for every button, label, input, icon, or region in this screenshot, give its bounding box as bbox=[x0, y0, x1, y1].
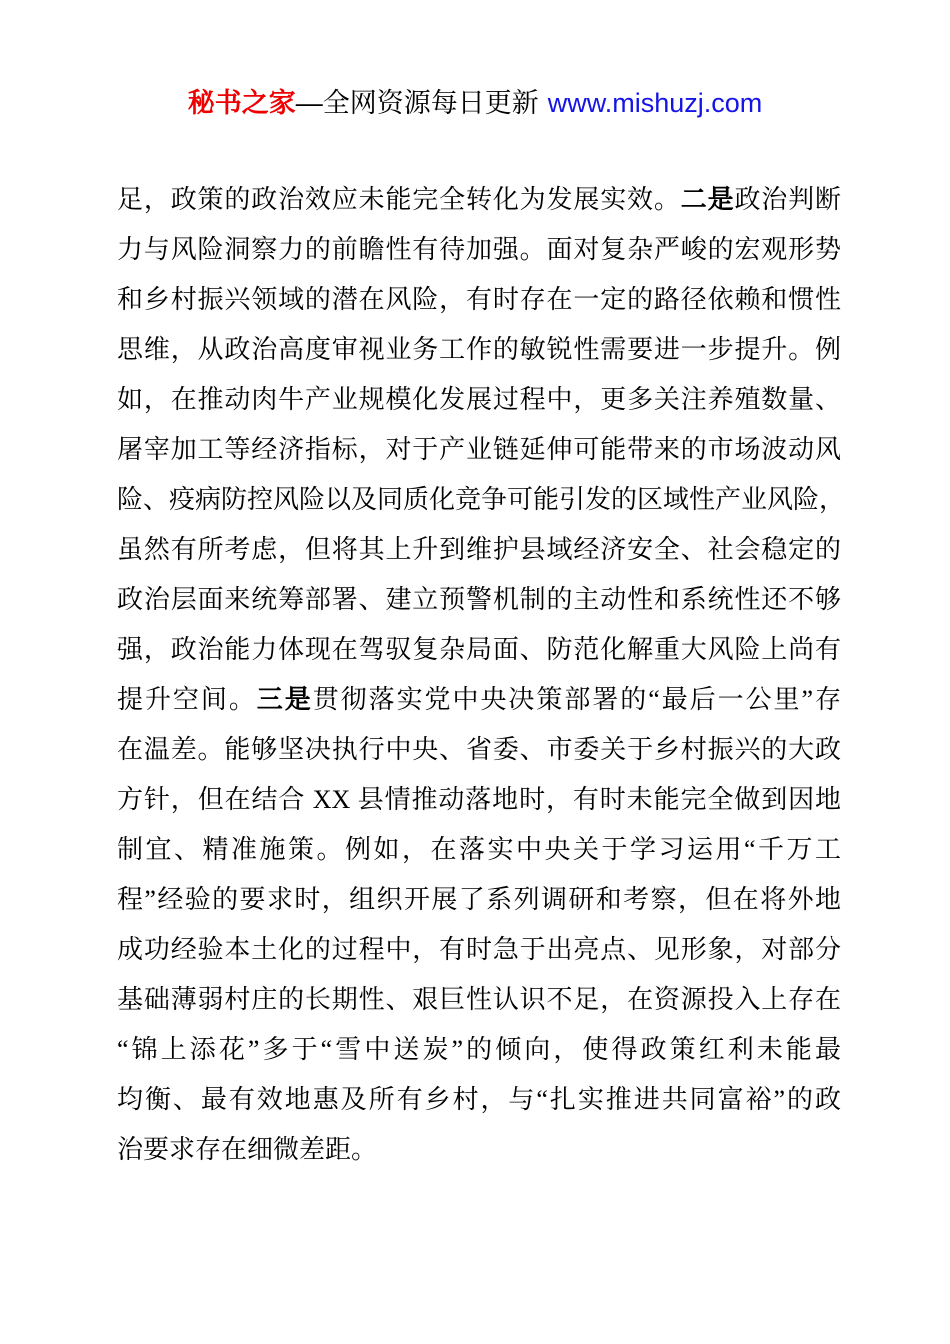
body-text: 屠宰加工等经济指标，对于产业链延伸可能带来的市场波动风 bbox=[117, 435, 841, 464]
body-text: 提升空间。 bbox=[117, 685, 257, 714]
body-text: 足，政策的政治效应未能完全转化为发展实效。 bbox=[117, 185, 681, 214]
body-line bbox=[117, 625, 841, 675]
body-line bbox=[117, 525, 841, 575]
body-line bbox=[117, 675, 841, 725]
body-text: 力与风险洞察力的前瞻性有待加强。面对复杂严峻的宏观形势 bbox=[117, 235, 841, 264]
body-line bbox=[117, 375, 841, 425]
body-text: 思维，从政治高度审视业务工作的敏锐性需要进一步提升。例 bbox=[117, 335, 841, 364]
body-text-bold: 二是 bbox=[680, 185, 735, 214]
body-line bbox=[117, 275, 841, 325]
body-text: 和乡村振兴领域的潜在风险，有时存在一定的路径依赖和惯性 bbox=[117, 285, 841, 314]
body-line bbox=[117, 575, 841, 625]
body-line bbox=[117, 875, 841, 925]
body-line bbox=[117, 175, 841, 225]
site-name: 秘书之家 bbox=[187, 88, 296, 118]
body-line bbox=[117, 1125, 841, 1175]
body-text: “锦上添花”多于“雪中送炭”的倾向，使得政策红利未能最 bbox=[117, 1035, 841, 1064]
body-text: 强，政治能力体现在驾驭复杂局面、防范化解重大风险上尚有 bbox=[117, 635, 841, 664]
body-text-bold: 三是 bbox=[256, 685, 313, 714]
body-text: 如，在推动肉牛产业规模化发展过程中，更多关注养殖数量、 bbox=[117, 385, 841, 414]
body-line bbox=[117, 225, 841, 275]
body-text: 治要求存在细微差距。 bbox=[117, 1135, 378, 1164]
body-line bbox=[117, 475, 846, 525]
body-text: 险、疫病防控风险以及同质化竞争可能引发的区域性产业风险， bbox=[117, 485, 846, 514]
body-line bbox=[117, 325, 841, 375]
body-line bbox=[117, 725, 841, 775]
site-url-link[interactable]: www.mishuzj.com bbox=[547, 88, 763, 118]
body-text: 程”经验的要求时，组织开展了系列调研和考察，但在将外地 bbox=[117, 885, 841, 914]
body-text: 政治层面来统筹部署、建立预警机制的主动性和系统性还不够 bbox=[117, 585, 841, 614]
page-header bbox=[0, 88, 950, 118]
body-text: 基础薄弱村庄的长期性、艰巨性认识不足，在资源投入上存在 bbox=[117, 985, 841, 1014]
body-line bbox=[117, 1025, 841, 1075]
body-text: 虽然有所考虑，但将其上升到维护县域经济安全、社会稳定的 bbox=[117, 535, 841, 564]
body-text: 制宜、精准施策。例如，在落实中央关于学习运用“千万工 bbox=[117, 835, 841, 864]
body-line bbox=[117, 925, 841, 975]
body-text: 贯彻落实党中央决策部署的“最后一公里”存 bbox=[312, 685, 841, 714]
document-body bbox=[117, 175, 846, 1175]
body-line bbox=[117, 825, 841, 875]
body-line bbox=[117, 1075, 841, 1125]
body-text: 成功经验本土化的过程中，有时急于出亮点、见形象，对部分 bbox=[117, 935, 841, 964]
body-text: 在温差。能够坚决执行中央、省委、市委关于乡村振兴的大政 bbox=[117, 735, 841, 764]
body-text: 均衡、最有效地惠及所有乡村，与“扎实推进共同富裕”的政 bbox=[117, 1085, 841, 1114]
body-line bbox=[117, 975, 841, 1025]
body-line bbox=[117, 425, 841, 475]
body-text: 政治判断 bbox=[734, 185, 841, 214]
body-line bbox=[117, 775, 841, 825]
header-tagline: —全网资源每日更新 bbox=[295, 88, 539, 118]
body-text: 方针，但在结合 XX 县情推动落地时，有时未能完全做到因地 bbox=[117, 785, 841, 814]
